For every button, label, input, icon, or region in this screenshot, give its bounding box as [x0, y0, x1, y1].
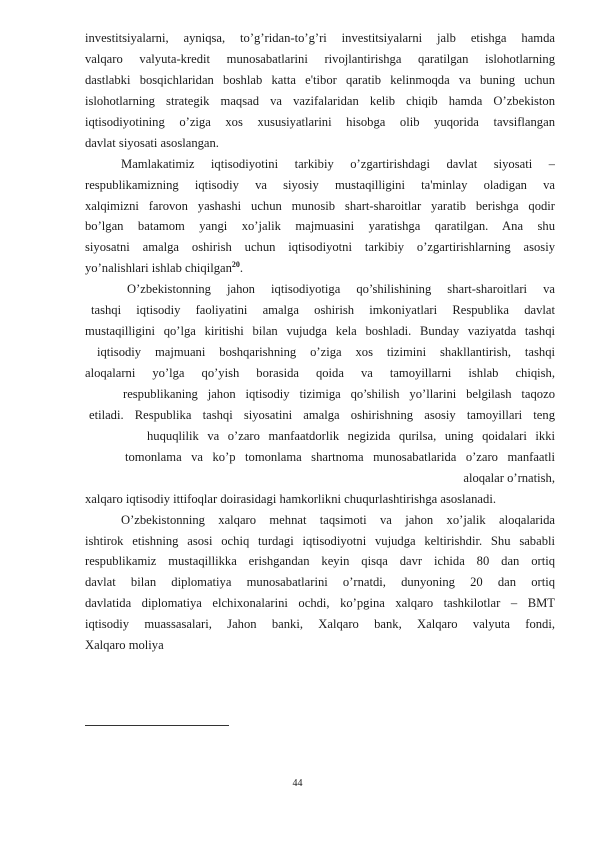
document-body	[85, 28, 555, 656]
text-line: respublikaning jahon iqtisodiy tizimiga qo’shilish yo’llarini belgilash taqozo	[123, 386, 555, 401]
text-line: aloqalar o’rnatish,	[463, 470, 555, 485]
text-line: islohotlarning strategik maqsad va vazifalaridan kelib chiqib hamda O’zbekiston	[85, 93, 555, 108]
text-line: iqtisodiy majmuani boshqarishning o’ziga xos tizimini shakllantirish, tashqi	[97, 345, 555, 360]
text-line: iqtisodiyotining o’ziga xos xususiyatlarini hisobga olib yuqorida tavsiflangan	[85, 114, 555, 129]
text-line: iqtisodiy muassasalari, Jahon banki, Xalqaro bank, Xalqaro valyuta fondi,	[85, 617, 555, 632]
text-line: investitsiyalarni, ayniqsa, to’g’ridan-to’g’ri investitsiyalarni jalb etishga hamda	[85, 31, 555, 45]
text-line: mustaqilligini qo’lga kiritishi bilan vujudga kela boshladi. Bunday vaziyatda tashqi	[85, 324, 555, 339]
text-line: aloqalarni yo’lga qo’yish borasida qoida va tamoyillarni ishlab chiqish,	[85, 366, 555, 380]
footnote-reference[interactable]: 20	[231, 260, 240, 270]
text-line: ishtirok etishning asosi ochiq turdagi iqtisodiyotni vujudga keltirishdir. Shu sababli	[85, 533, 555, 548]
footnote-separator	[85, 725, 229, 726]
text-line: xalqimizni farovon yashashi uchun munosib shart-sharoitlar yaratib berishga qodir	[85, 198, 555, 213]
text-line: etiladi. Respublika tashqi siyosatini amalga oshirishning asosiy tamoyillari teng	[89, 407, 555, 422]
text-line: dastlabki bosqichlaridan boshlab katta e'tibor qaratib kelinmoqda va buning uchun	[85, 72, 555, 87]
text-line: valqaro valyuta-kredit munosabatlarini rivojlantirishga qaratilgan islohotlarning	[85, 51, 555, 66]
text-line: tashqi iqtisodiy faoliyatini amalga oshirish imkoniyatlari Respublika davlat	[91, 303, 555, 318]
text-line: yo’nalishlari ishlab chiqilgan	[85, 261, 232, 276]
text-line: O’zbekistonning xalqaro mehnat taqsimoti va jahon xo’jalik aloqalarida	[121, 512, 555, 527]
text-line: bo’lgan batamom yangi xo’jalik majmuasini yaratishga qaratilgan. Ana shu	[85, 219, 555, 234]
text-line: tomonlama va ko’p tomonlama shartnoma munosabatlarida o’zaro manfaatli	[125, 449, 555, 464]
text-line-with-footnote	[85, 258, 555, 279]
text-line: siyosatni amalga oshirish uchun iqtisodiyotni tarkibiy o’zgartirishlarning asosiy	[85, 240, 555, 255]
footnote-suffix: .	[239, 261, 244, 276]
text-line: respublikamiz mustaqillikka erishgandan keyin qisqa davr ichida 80 dan ortiq	[85, 554, 555, 569]
text-line: xalqaro iqtisodiy ittifoqlar doirasidagi hamkorlikni chuqurlashtirishga asoslanadi.	[85, 491, 496, 506]
text-line: davlat bilan diplomatiya munosabatlarini o’rnatdi, dunyoning 20 dan ortiq	[85, 575, 555, 590]
text-line: davlat siyosati asoslangan.	[85, 135, 219, 150]
text-line: O’zbekistonning jahon iqtisodiyotiga qo’shilishining shart-sharoitlari va	[127, 282, 555, 297]
text-line: Xalqaro moliya	[85, 638, 164, 653]
text-line: respublikamizning iqtisodiy va siyosiy mustaqilligini ta'minlay oladigan va	[85, 177, 555, 192]
text-line: huquqlilik va o’zaro manfaatdorlik negizida qurilsa, uning qoidalari ikki	[147, 428, 555, 443]
text-line: Mamlakatimiz iqtisodiyotini tarkibiy o’zgartirishdagi davlat siyosati –	[121, 156, 555, 171]
page-number: 44	[292, 778, 303, 789]
text-line: davlatida diplomatiya elchixonalarini ochdi, ko’pgina xalqaro tashkilotlar – BMT	[85, 596, 555, 611]
